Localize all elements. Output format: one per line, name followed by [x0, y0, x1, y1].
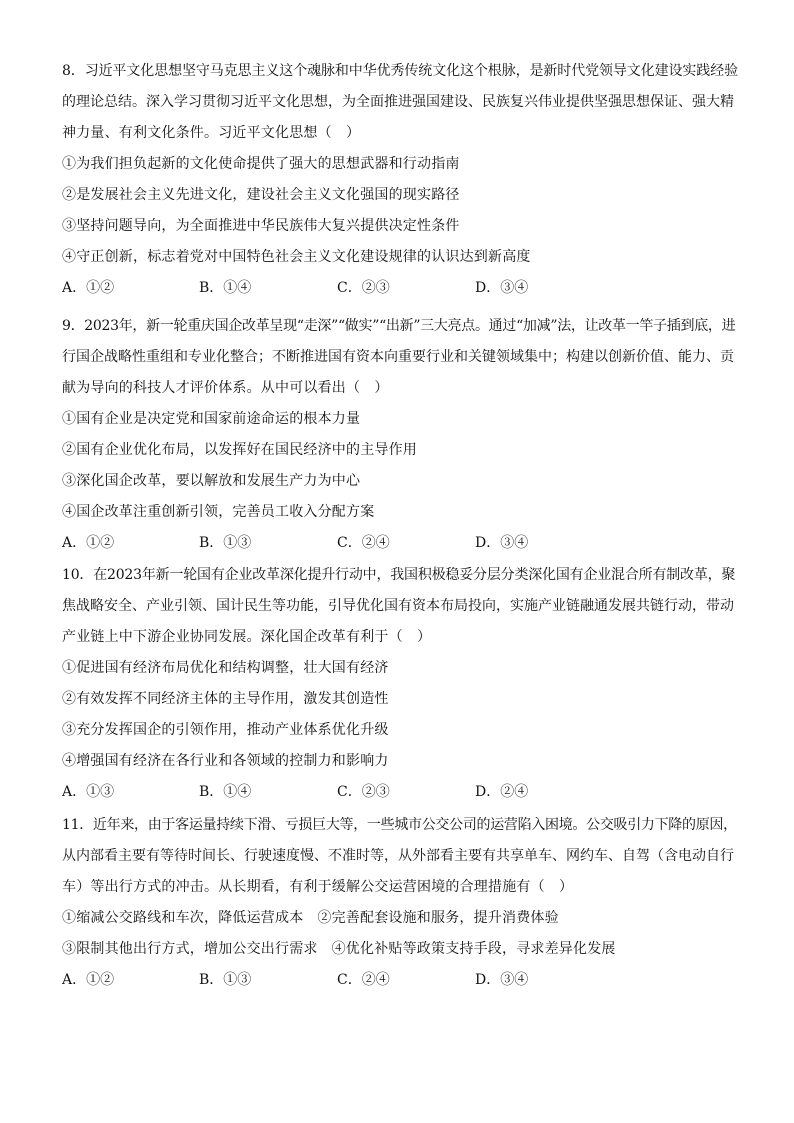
choice-c[interactable]: C．②③ — [337, 784, 390, 800]
statement-option: ①缩减公交路线和车次，降低运营成本 — [62, 910, 304, 926]
question-9 — [62, 311, 738, 559]
question-stem-line: 神力量、有利文化条件。习近平文化思想（ ） — [62, 125, 361, 141]
question-stem-line: 献为导向的科技人才评价体系。从中可以看出（ ） — [62, 380, 389, 396]
choice-a[interactable]: A．①③ — [62, 784, 115, 800]
question-10 — [62, 560, 738, 808]
choice-a[interactable]: A．①② — [62, 535, 115, 551]
statement-option: ①为我们担负起新的文化使命提供了强大的思想武器和行动指南 — [62, 156, 460, 172]
statement-option: ④增强国有经济在各行业和各领域的控制力和影响力 — [62, 753, 389, 769]
statement-option: ③坚持问题导向，为全面推进中华民族伟大复兴提供决定性条件 — [62, 218, 460, 234]
question-stem-line: 产业链上中下游企业协同发展。深化国企改革有利于（ ） — [62, 629, 432, 645]
question-11 — [62, 810, 738, 996]
question-stem-line: 10．在2023年新一轮国有企业改革深化提升行动中，我国积极稳妥分层分类深化国有企业混合所有制改革，聚 — [62, 567, 736, 583]
statement-option-row — [62, 903, 738, 934]
statement-option-row — [62, 934, 738, 965]
choice-d[interactable]: D．②④ — [475, 784, 529, 800]
choice-b[interactable]: B．①③ — [199, 972, 252, 988]
statement-option: ②有效发挥不同经济主体的主导作用，激发其创造性 — [62, 691, 389, 707]
statement-option: ④优化补贴等政策支持手段，寻求差异化发展 — [331, 941, 616, 957]
statement-option: ③充分发挥国企的引领作用，推动产业体系优化升级 — [62, 722, 389, 738]
choice-a[interactable]: A．①② — [62, 280, 115, 296]
statement-option: ①促进国有经济布局优化和结构调整，壮大国有经济 — [62, 660, 389, 676]
answer-choices — [62, 273, 738, 304]
statement-option: ③限制其他出行方式，增加公交出行需求 — [62, 941, 318, 957]
question-8 — [62, 56, 738, 304]
question-stem-line: 11．近年来，由于客运量持续下滑、亏损巨大等，一些城市公交公司的运营陷入困境。公交吸引力下降的原因， — [62, 817, 737, 833]
choice-b[interactable]: B．①④ — [199, 280, 252, 296]
question-stem-line: 行国企战略性重组和专业化整合；不断推进国有资本向重要行业和关键领域集中；构建以创新价值、能力、贡 — [62, 349, 734, 365]
answer-choices — [62, 528, 738, 559]
statement-option: ②是发展社会主义先进文化，建设社会主义文化强国的现实路径 — [62, 187, 460, 203]
statement-option: ②国有企业优化布局，以发挥好在国民经济中的主导作用 — [62, 442, 417, 458]
statement-option: ②完善配套设施和服务，提升消费体验 — [317, 910, 559, 926]
statement-option: ④守正创新，标志着党对中国特色社会主义文化建设规律的认识达到新高度 — [62, 249, 531, 265]
choice-a[interactable]: A．①② — [62, 972, 115, 988]
question-stem-line: 焦战略安全、产业引领、国计民生等功能，引导优化国有资本布局投向，实施产业链融通发展共链行动，带动 — [62, 598, 734, 614]
choice-c[interactable]: C．②③ — [337, 280, 390, 296]
question-stem-line: 从内部看主要有等待时间长、行驶速度慢、不准时等，从外部看主要有共享单车、网约车、自驾（含电动自行 — [62, 848, 734, 864]
choice-b[interactable]: B．①④ — [199, 784, 252, 800]
choice-b[interactable]: B．①③ — [199, 535, 252, 551]
answer-choices — [62, 965, 738, 996]
choice-d[interactable]: D．③④ — [475, 535, 529, 551]
statement-option: ④国企改革注重创新引领，完善员工收入分配方案 — [62, 504, 375, 520]
choice-d[interactable]: D．③④ — [475, 280, 529, 296]
answer-choices — [62, 777, 738, 808]
statement-option: ③深化国企改革，要以解放和发展生产力为中心 — [62, 473, 361, 489]
question-stem-line: 8．习近平文化思想坚守马克思主义这个魂脉和中华优秀传统文化这个根脉，是新时代党领导文化建设实践经验 — [62, 63, 739, 79]
choice-d[interactable]: D．③④ — [475, 972, 529, 988]
question-stem-line: 的理论总结。深入学习贯彻习近平文化思想，为全面推进强国建设、民族复兴伟业提供坚强思想保证、强大精 — [62, 94, 734, 110]
statement-option: ①国有企业是决定党和国家前途命运的根本力量 — [62, 411, 361, 427]
question-stem-line: 9．2023年，新一轮重庆国企改革呈现“走深”“做实”“出新”三大亮点。通过“加减”法，让改革一竿子插到底，进 — [62, 318, 736, 334]
choice-c[interactable]: C．②④ — [337, 972, 390, 988]
choice-c[interactable]: C．②④ — [337, 535, 390, 551]
question-stem-line: 车）等出行方式的冲击。从长期看，有利于缓解公交运营困境的合理措施有（ ） — [62, 879, 574, 895]
